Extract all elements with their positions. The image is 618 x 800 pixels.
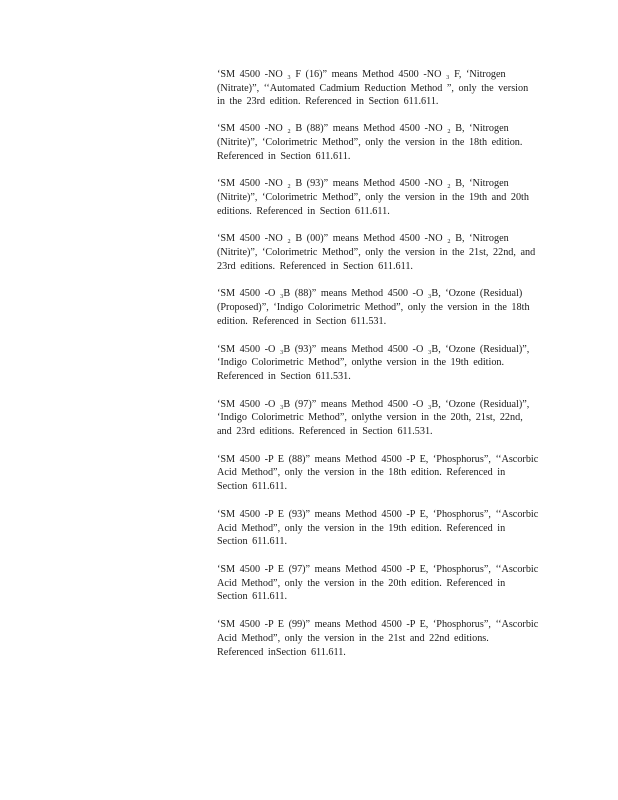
definition-entry: ‘SM 4500 -O ₃B (93)” means Method 4500 -O ₃B, ‘Ozone (Residual)”, ‘Indigo Colorimetric Method”, onlythe version in the 19th edition. Referenced in Section 611.531. <box>217 343 530 382</box>
definition-entry: ‘SM 4500 -NO ₃ F (16)” means Method 4500 -NO ₃ F, ‘Nitrogen (Nitrate)”, ‘‘Automated Cadmium Reduction Method ”, only the version in the 23rd edition. Referenced in Section 611.611. <box>217 69 529 108</box>
definition-entry: ‘SM 4500 -P E (99)” means Method 4500 -P E, ‘Phosphorus”, ‘‘Ascorbic Acid Method”, only the version in the 21st and 22nd editions. Referenced inSection 611.611. <box>217 619 539 658</box>
definition-entry: ‘SM 4500 -NO ₂ B (88)” means Method 4500 -NO ₂ B, ‘Nitrogen (Nitrite)”, ‘Colorimetric Method”, only the version in the 18th edition. Referenced in Section 611.611. <box>217 123 523 162</box>
definitions-list <box>217 68 539 673</box>
definition-entry: ‘SM 4500 -P E (88)” means Method 4500 -P E, ‘Phosphorus”, ‘‘Ascorbic Acid Method”, only the version in the 18th edition. Referenced in Section 611.611. <box>217 453 539 493</box>
definition-entry: ‘SM 4500 -P E (97)” means Method 4500 -P E, ‘Phosphorus”, ‘‘Ascorbic Acid Method”, only the version in the 20th edition. Referenced in Section 611.611. <box>217 563 539 603</box>
definition-entry: ‘SM 4500 -NO ₂ B (00)” means Method 4500 -NO ₂ B, ‘Nitrogen (Nitrite)”, ‘Colorimetric Method”, only the version in the 21st, 22nd, and 23rd editions. Referenced in Section 611.611. <box>217 233 536 272</box>
definition-entry: ‘SM 4500 -O ₃B (97)” means Method 4500 -O ₃B, ‘Ozone (Residual)”, ‘Indigo Colorimetric Method”, onlythe version in the 20th, 21st, 22nd, and 23rd editions. Referenced in Section 611.531. <box>217 398 530 438</box>
definition-entry: ‘SM 4500 -NO ₂ B (93)” means Method 4500 -NO ₂ B, ‘Nitrogen (Nitrite)”, ‘Colorimetric Method”, only the version in the 19th and 20th editions. Referenced in Section 611.611. <box>217 178 529 217</box>
definition-entry: ‘SM 4500 -P E (93)” means Method 4500 -P E, ‘Phosphorus”, ‘‘Ascorbic Acid Method”, only the version in the 19th edition. Referenced in Section 611.611. <box>217 508 539 548</box>
definition-entry: ‘SM 4500 -O ₃B (88)” means Method 4500 -O ₃B, ‘Ozone (Residual) (Proposed)”, ‘Indigo Colorimetric Method”, only the version in the 18th edition. Referenced in Section 611.531. <box>217 288 530 327</box>
